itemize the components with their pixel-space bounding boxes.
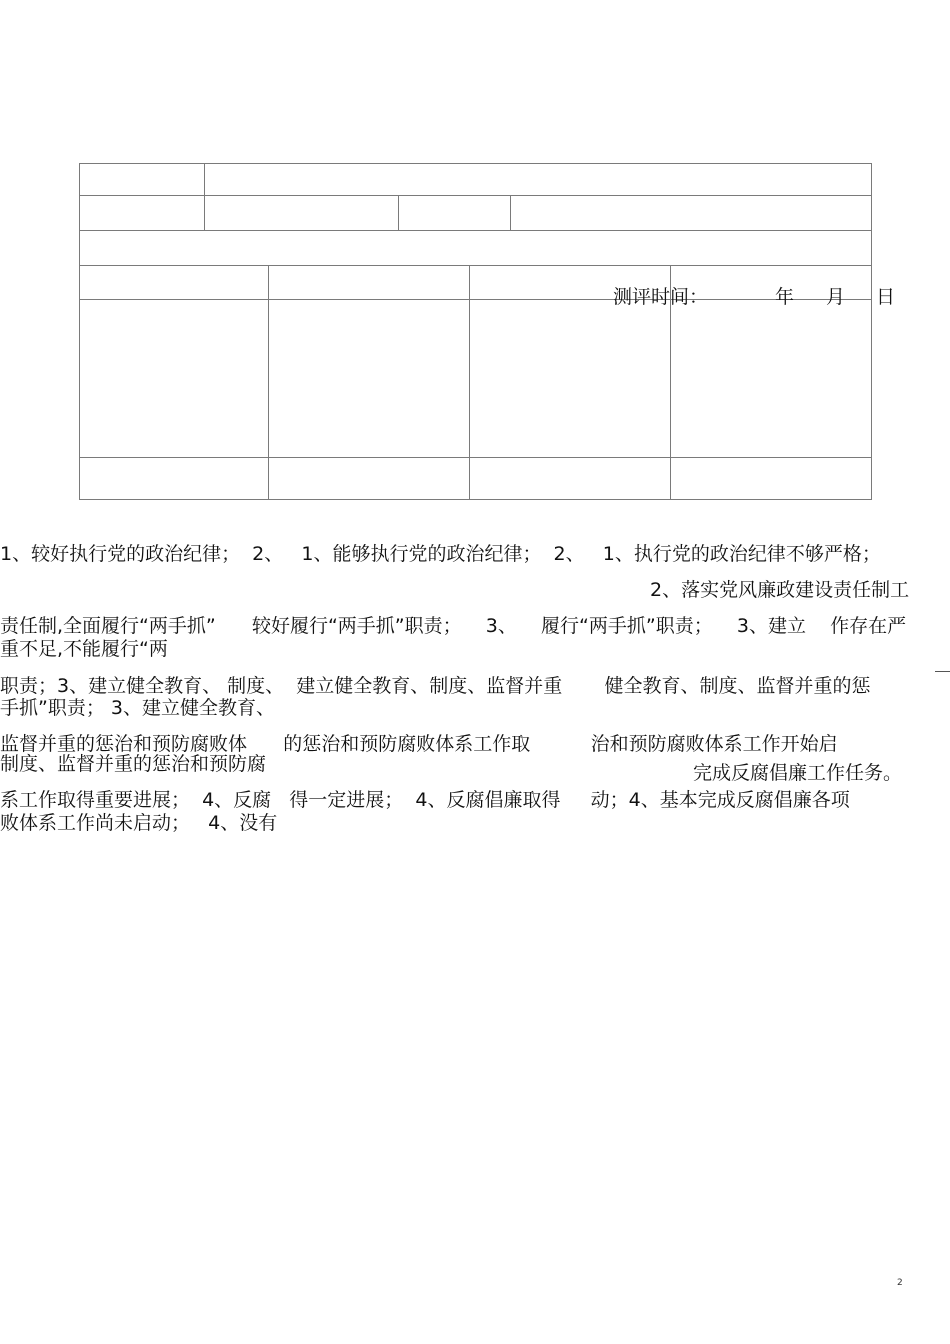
eval-time-label: 测评时间：	[613, 286, 709, 308]
body-line: 责任制,全面履行“两手抓” 较好履行“两手抓”职责； 3、 履行“两手抓”职责； 3、建立 作存在严	[0, 615, 907, 637]
table-col-divider	[204, 163, 205, 230]
body-line: 2、落实党风廉政建设责任制工	[650, 579, 910, 601]
table-col-divider	[510, 195, 511, 230]
table-rule	[79, 299, 872, 300]
table-rule	[79, 457, 872, 458]
table-rule	[79, 195, 872, 196]
body-line: 败体系工作尚未启动； 4、没有	[0, 812, 278, 834]
body-line: 监督并重的惩治和预防腐败体 的惩治和预防腐败体系工作取 治和预防腐败体系工作开始启	[0, 733, 838, 755]
table-rule	[79, 265, 872, 266]
body-line: 1、较好执行党的政治纪律； 2、 1、能够执行党的政治纪律； 2、 1、执行党的政治纪律不够严格；	[0, 543, 881, 565]
page-number: 2	[897, 1278, 903, 1288]
body-line: 重不足,不能履行“两	[0, 638, 168, 660]
table-col-divider	[268, 265, 269, 500]
table-rule-bottom	[79, 499, 872, 500]
eval-time-month: 月	[826, 286, 846, 308]
eval-time-day: 日	[876, 286, 896, 308]
margin-mark	[935, 671, 950, 672]
body-line: 系工作取得重要进展； 4、反腐 得一定进展； 4、反腐倡廉取得 动；4、基本完成反腐倡廉各项	[0, 789, 850, 811]
table-rule	[79, 230, 872, 231]
table-col-divider	[469, 265, 470, 500]
body-line: 制度、监督并重的惩治和预防腐	[0, 753, 267, 775]
table-rule-left	[79, 163, 80, 500]
table-col-divider	[398, 195, 399, 230]
table-rule-right	[871, 163, 872, 500]
eval-time-year: 年	[775, 286, 795, 308]
body-line: 职责；3、建立健全教育、 制度、 建立健全教育、制度、监督并重 健全教育、制度、监督并重的惩	[0, 675, 871, 697]
body-line: 手抓”职责； 3、建立健全教育、	[0, 697, 275, 719]
table-rule-top	[79, 163, 872, 164]
body-line: 完成反腐倡廉工作任务。	[693, 762, 903, 784]
